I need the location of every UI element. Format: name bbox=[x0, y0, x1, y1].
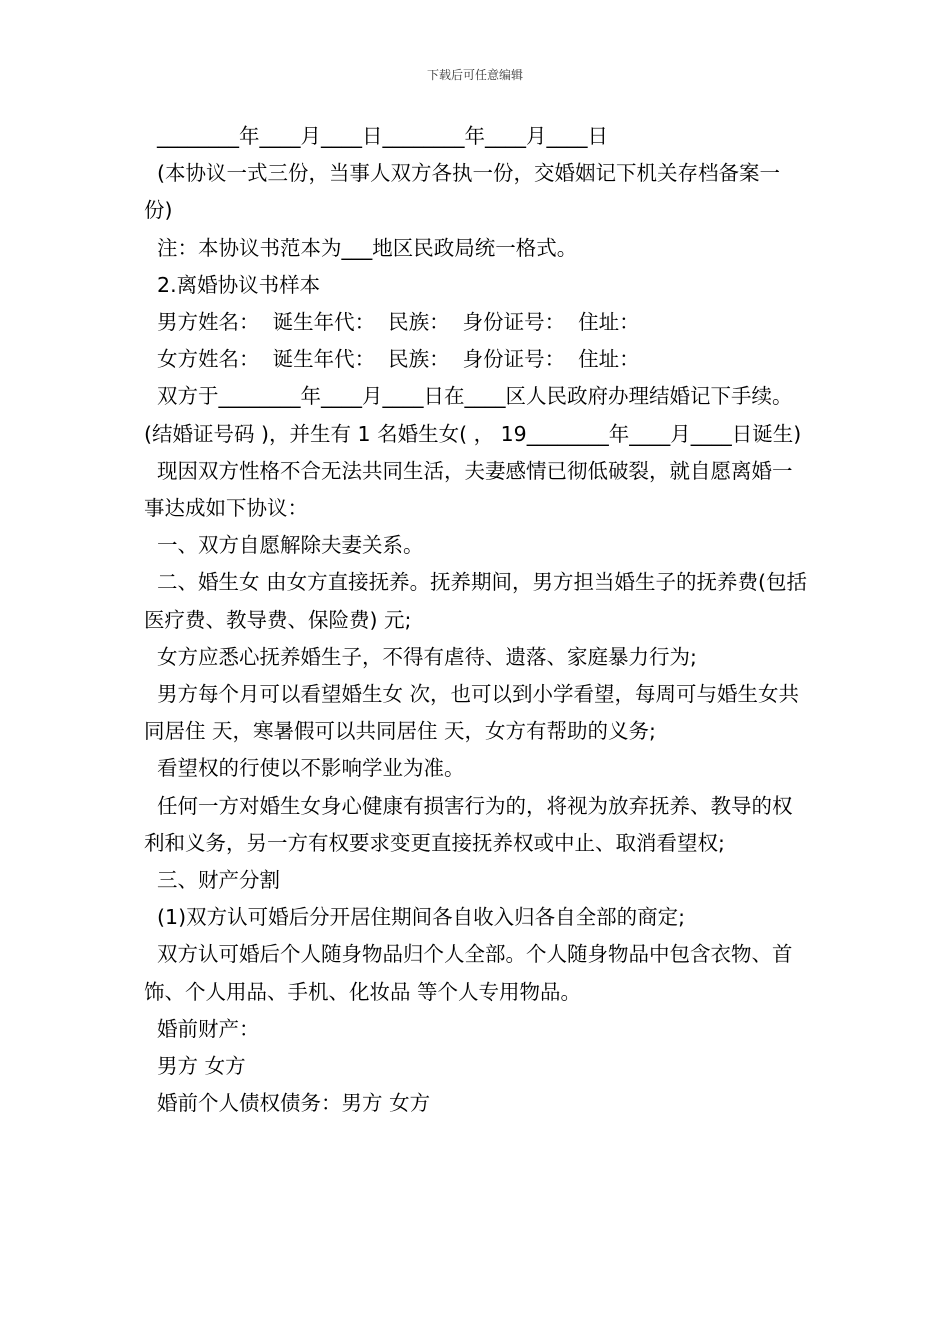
clause-one: 一、双方自愿解除夫妻关系。 bbox=[144, 533, 424, 558]
clause-two: 二、婚生女 由女方直接抚养。抚养期间，男方担当婚生子的抚养费(包括医疗费、教导费、保险费) 元; bbox=[144, 570, 808, 632]
clause-three-heading: 三、财产分割 bbox=[144, 868, 281, 893]
visitation-terms: 男方每个月可以看望婚生女 次，也可以到小学看望，每周可与婚生女共同居住 天，寒暑假可以共同居住 天，女方有帮助的义务; bbox=[144, 682, 800, 744]
personal-items-agreement: 双方认可婚后个人随身物品归个人全部。个人随身物品中包含衣物、首饰、个人用品、手机、化妆品 等个人专用物品。 bbox=[144, 942, 793, 1004]
section-heading-sample: 2.离婚协议书样本 bbox=[144, 272, 321, 297]
copies-note: (本协议一式三份，当事人双方各执一份，交婚姻记下机关存档备案一份) bbox=[144, 161, 781, 223]
female-party-info: 女方姓名： 诞生年代： 民族： 身份证号： 住址： bbox=[144, 347, 640, 372]
marriage-registration-paragraph: 双方于________年____月____日在____区人民政府办理结婚记下手续。(结婚证号码 )，并生有 1 名婚生女( ， 19________年____月____日诞生) bbox=[144, 384, 802, 446]
document-body bbox=[144, 118, 808, 1122]
custody-obligation: 女方应悉心抚养婚生子，不得有虐待、遗落、家庭暴力行为; bbox=[144, 644, 697, 669]
premarital-property-parties: 男方 女方 bbox=[144, 1054, 246, 1079]
income-agreement: (1)双方认可婚后分开居住期间各自收入归各自全部的商定; bbox=[144, 905, 685, 930]
signature-date-line: ________年____月____日________年____月____日 bbox=[144, 124, 609, 148]
harm-clause: 任何一方对婚生女身心健康有损害行为的，将视为放弃抚养、教导的权利和义务，另一方有权要求变更直接抚养权或中止、取消看望权; bbox=[144, 793, 793, 855]
page-header: 下载后可任意编辑 bbox=[426, 68, 523, 82]
divorce-reason-paragraph: 现因双方性格不合无法共同生活，夫妻感情已彻低破裂，就自愿离婚一事达成如下协议： bbox=[144, 458, 793, 521]
premarital-debts: 婚前个人债权债务：男方 女方 bbox=[144, 1091, 431, 1116]
format-note: 注：本协议书范本为___地区民政局统一格式。 bbox=[144, 235, 578, 260]
male-party-info: 男方姓名： 诞生年代： 民族： 身份证号： 住址： bbox=[144, 310, 640, 335]
visitation-limit: 看望权的行使以不影响学业为准。 bbox=[144, 756, 465, 781]
premarital-property-label: 婚前财产： bbox=[144, 1016, 260, 1041]
